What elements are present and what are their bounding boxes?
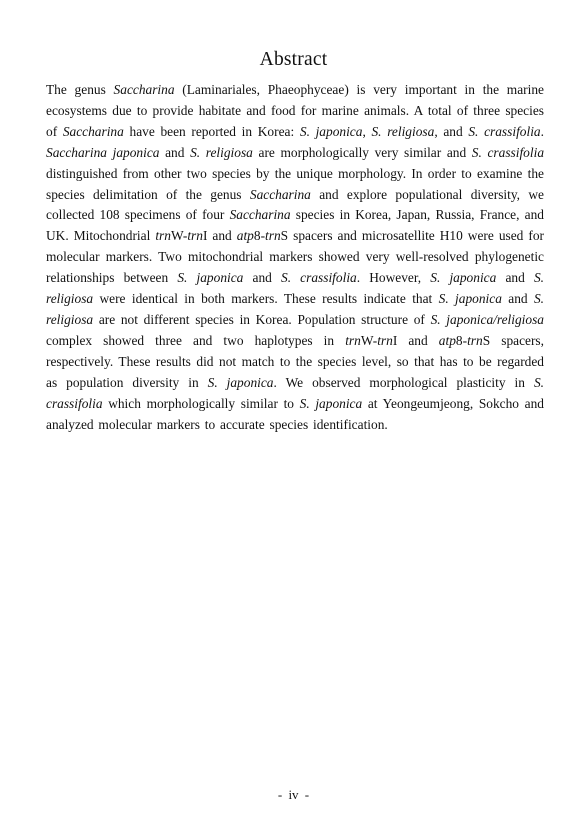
text-run: (Laminariales, Phaeophyceae) is very important in the marine ecosystems due to provide habitate and food for marine animals. A total of three species of: [46, 82, 544, 139]
text-run: 8-: [455, 332, 468, 348]
text-run: ,: [362, 123, 372, 139]
italic-term: atp: [236, 228, 254, 244]
italic-term: S. japonica: [177, 270, 244, 286]
page-title: Abstract: [259, 49, 328, 70]
italic-term: trn: [467, 332, 483, 348]
text-run: 8-: [253, 228, 266, 244]
text-run: and: [243, 270, 281, 286]
text-run: .: [540, 123, 544, 139]
text-run: distinguished from other two species by the unique morphology. In order to examine the species delimitation of the genus: [46, 165, 544, 202]
italic-term: S. japonica: [438, 291, 502, 307]
text-run: W-: [360, 332, 378, 348]
italic-term: trn: [187, 228, 203, 244]
text-run: S spacers and microsatellite H10 were used for molecular markers. Two mitochondrial markers showed very well-resolved phylogenetic relationships between: [46, 228, 544, 286]
italic-term: S. japonica: [207, 374, 274, 390]
text-run: are morphologically very similar and: [252, 144, 472, 160]
text-run: W-: [170, 228, 188, 244]
italic-term: S. religiosa: [46, 291, 544, 327]
text-run: The genus: [46, 82, 114, 97]
text-run: and: [496, 270, 534, 286]
italic-term: S. crassifolia: [281, 270, 357, 286]
italic-term: S. religiosa: [190, 144, 253, 160]
text-run: and: [159, 144, 191, 160]
italic-term: trn: [265, 228, 281, 244]
italic-term: trn: [155, 228, 171, 244]
italic-term: Saccharina: [62, 123, 124, 139]
text-run: . We observed morphological plasticity in: [273, 374, 534, 390]
italic-term: S. crassifolia: [468, 123, 541, 139]
italic-term: S. religiosa: [371, 123, 435, 139]
italic-term: S. japonica: [299, 395, 363, 411]
abstract-paragraph: [46, 80, 544, 435]
italic-term: Saccharina: [113, 82, 175, 97]
text-run: S spacers, respectively. These results did not match to the species level, so that has to be regarded as population diversity in: [46, 332, 544, 390]
italic-term: trn: [345, 332, 361, 348]
text-run: are not different species in Korea. Population structure of: [93, 311, 431, 327]
text-run: and explore populational diversity, we collected 108 specimens of four: [46, 186, 544, 223]
page-number: - iv -: [277, 787, 310, 802]
text-run: and: [501, 291, 534, 307]
text-run: which morphologically similar to: [102, 395, 300, 411]
text-run: at Yeongeumjeong, Sokcho and analyzed molecular markers to accurate species identification.: [46, 395, 544, 432]
text-run: complex showed three and two haplotypes in: [46, 332, 346, 348]
italic-term: Saccharina japonica: [46, 144, 160, 160]
text-run: were identical in both markers. These results indicate that: [93, 291, 439, 307]
italic-term: S. japonica/religiosa: [430, 311, 544, 327]
text-run: have been reported in Korea:: [123, 123, 300, 139]
italic-term: trn: [377, 332, 393, 348]
italic-term: S. religiosa: [46, 270, 544, 307]
italic-term: Saccharina: [229, 207, 291, 223]
italic-term: atp: [438, 332, 456, 348]
italic-term: S. japonica: [430, 270, 497, 286]
italic-term: Saccharina: [249, 186, 311, 202]
text-run: I and: [392, 332, 439, 348]
text-run: , and: [434, 123, 469, 139]
text-run: . However,: [356, 270, 431, 286]
italic-term: S. crassifolia: [471, 144, 545, 160]
italic-term: S. crassifolia: [46, 374, 544, 411]
text-run: species in Korea, Japan, Russia, France, and UK. Mitochondrial: [46, 207, 544, 244]
italic-term: S. japonica: [299, 123, 363, 139]
text-run: I and: [202, 228, 237, 244]
